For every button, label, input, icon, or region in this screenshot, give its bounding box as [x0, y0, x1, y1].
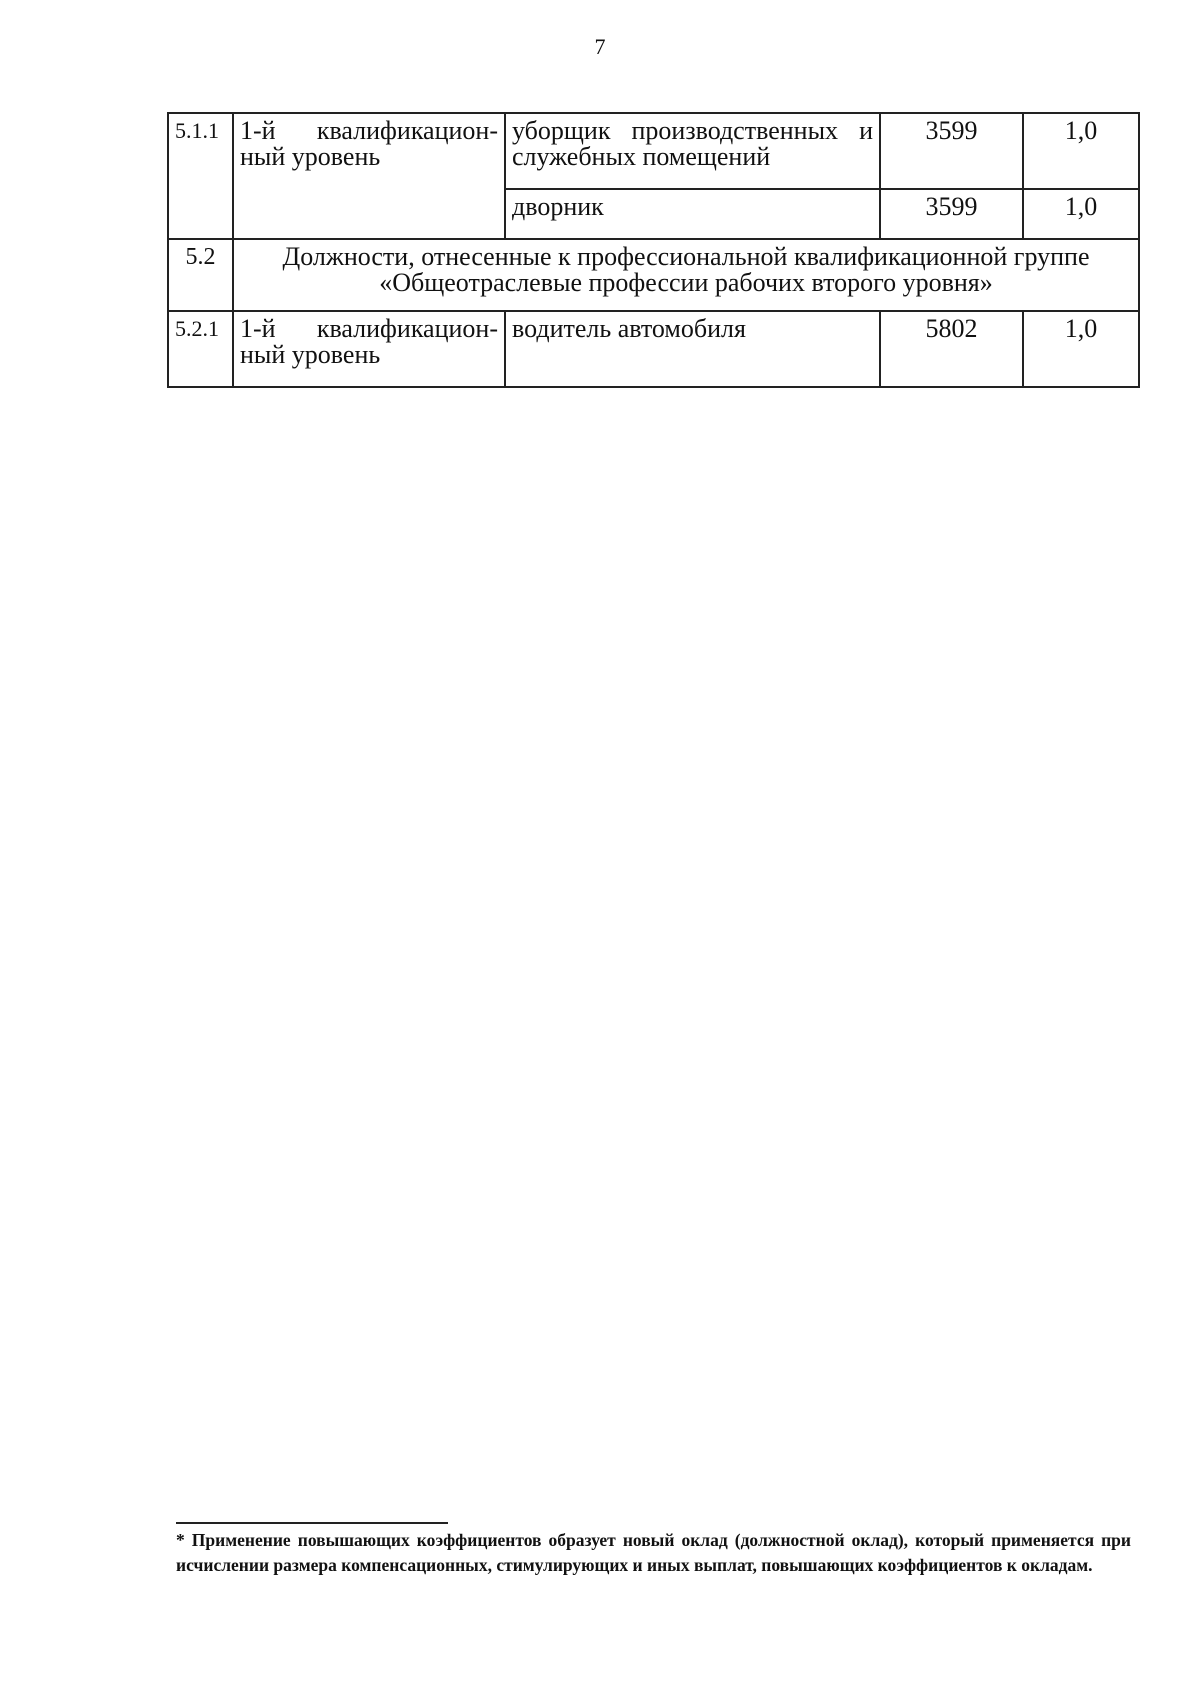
page-number: 7: [594, 34, 606, 59]
row-number-cell: 5.2.1: [168, 311, 233, 387]
qualification-level-cell: 1-й квалификацион-ный уровень: [233, 113, 505, 239]
salary-cell: 5802: [880, 311, 1023, 387]
row-number-cell: 5.2: [168, 239, 233, 311]
table-row: [168, 113, 1139, 189]
salary-cell: 3599: [880, 113, 1023, 189]
coefficient-cell: 1,0: [1023, 113, 1139, 189]
coefficient-cell: 1,0: [1023, 311, 1139, 387]
table-row: [168, 311, 1139, 387]
coefficient-cell: 1,0: [1023, 189, 1139, 239]
footnote-divider: [176, 1522, 448, 1524]
footnote: * Применение повышающих коэффициентов образует новый оклад (должностной оклад), который применяется при исчислении размера компенсационных, стимулирующих и иных выплат, повышающих коэффициентов к окладам.: [176, 1530, 1131, 1575]
position-cell: дворник: [505, 189, 880, 239]
position-cell: водитель автомобиля: [505, 311, 880, 387]
salary-table: [167, 112, 1140, 388]
section-title-cell: Должности, отнесенные к профессиональной квалификационной группе «Общеотраслевые профессии рабочих второго уровня»: [233, 239, 1139, 311]
position-cell: уборщик производственных и служебных помещений: [505, 113, 880, 189]
row-number-cell: 5.1.1: [168, 113, 233, 239]
table-row: [168, 239, 1139, 311]
qualification-level-cell: 1-й квалификацион-ный уровень: [233, 311, 505, 387]
salary-cell: 3599: [880, 189, 1023, 239]
